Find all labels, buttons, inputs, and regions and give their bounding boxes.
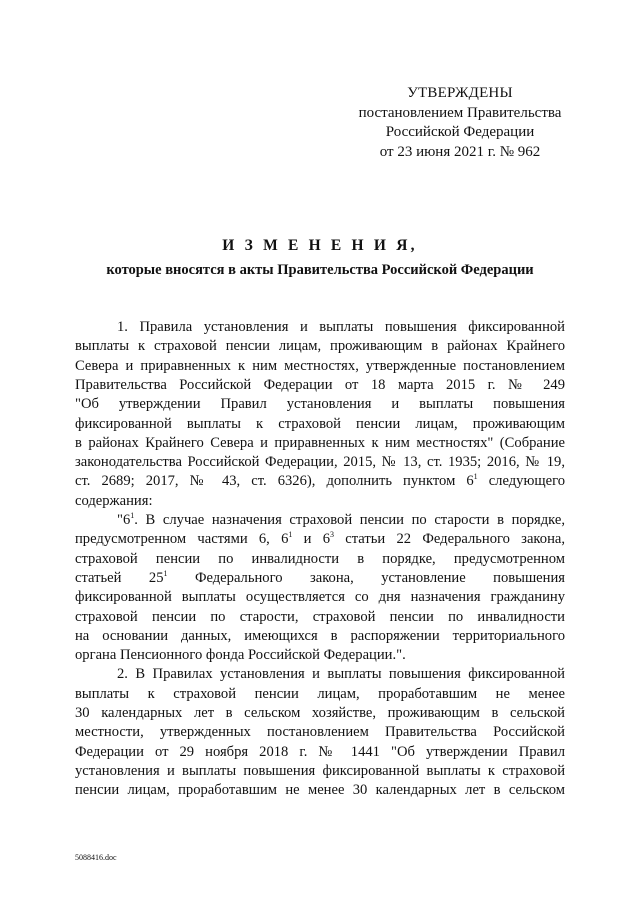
body-line (75, 646, 565, 665)
approval-line-1: постановлением Правительства (358, 104, 562, 121)
superscript: 1 (473, 472, 478, 482)
body-line (75, 608, 565, 627)
text-segment: выплаты к страховой пенсии лицам, проживающим в районах Крайнего (75, 338, 565, 355)
text-segment: Правительства Российской Федерации от 18 марта 2015 г. № 249 (75, 376, 565, 393)
body-line (75, 762, 565, 781)
text-segment: на основании данных, имеющихся в распоряжении территориального (75, 627, 565, 644)
approval-stamp (330, 84, 590, 162)
body-line (75, 685, 565, 704)
superscript: 3 (330, 530, 335, 540)
body-line (75, 415, 565, 434)
text-segment: Федерации от 29 ноября 2018 г. № 1441 "Об утверждении Правил (75, 743, 565, 760)
body-line (75, 357, 565, 376)
body-line (75, 723, 565, 742)
text-segment: "Об утверждении Правил установления и выплаты повышения (75, 396, 565, 413)
text-segment: в районах Крайнего Севера и приравненных к ним местностях" (Собрание (75, 434, 565, 451)
body-line (75, 395, 565, 414)
body-line (117, 511, 565, 530)
text-segment: законодательства Российской Федерации, 2015, № 13, ст. 1935; 2016, № 19, (75, 454, 565, 471)
text-segment: фиксированной выплаты к страховой пенсии лицам, проживающим (75, 415, 565, 432)
body-line (75, 530, 565, 549)
text-segment: 1. Правила установления и выплаты повышения фиксированной (117, 319, 565, 335)
document-title: И З М Е Н Е Н И Я, (222, 237, 418, 254)
text-segment: органа Пенсионного фонда Российской Федерации.". (75, 647, 406, 664)
text-segment: выплаты к страховой пенсии лицам, проработавшим не менее (75, 685, 565, 702)
body-line (117, 318, 565, 337)
approval-line-2: Российской Федерации (385, 124, 535, 140)
text-segment: статьи 22 Федерального закона, (334, 531, 566, 548)
text-segment: и 6 (292, 531, 331, 548)
body-line (75, 627, 565, 646)
body-line (117, 665, 565, 684)
text-segment: Федерального закона, установление повышения (167, 569, 565, 586)
body-line (75, 453, 565, 472)
body-line (75, 781, 565, 800)
superscript: 1 (163, 568, 168, 578)
text-segment: "6 (117, 512, 131, 528)
text-segment: 30 календарных лет в сельском хозяйстве, проживающим в сельской (75, 705, 565, 721)
text-segment: Севера и приравненных к ним местностях, утвержденные постановлением (75, 357, 565, 374)
text-segment: ст. 2689; 2017, № 43, ст. 6326), дополнить пунктом 6 (75, 473, 474, 490)
body-line (75, 434, 565, 453)
body-line (75, 492, 565, 511)
body-line (75, 743, 565, 762)
body-line (75, 472, 565, 491)
text-segment: следующего (477, 473, 566, 490)
body-line (75, 337, 565, 356)
body-line (75, 550, 565, 569)
approval-title: УТВЕРЖДЕНЫ (407, 85, 513, 101)
body-line (75, 588, 565, 607)
text-segment: статьей 25 (75, 569, 164, 586)
text-segment: страховой пенсии по старости, страховой пенсии по инвалидности (75, 608, 565, 625)
text-segment: фиксированной выплаты осуществляется со дня назначения гражданину (75, 589, 565, 606)
superscript: 1 (130, 511, 135, 520)
text-segment: 2. В Правилах установления и выплаты повышения фиксированной (117, 666, 565, 683)
text-segment: содержания: (75, 492, 153, 509)
document-subtitle: которые вносятся в акты Правительства Российской Федерации (106, 262, 534, 278)
text-segment: . В случае назначения страховой пенсии по старости в порядке, (134, 512, 565, 528)
body-line (75, 376, 565, 395)
text-segment: местности, утвержденных постановлением Правительства Российской (75, 724, 565, 741)
text-segment: предусмотренном частями 6, 6 (75, 531, 289, 548)
file-name-footer: 5088416.doc (75, 853, 117, 862)
superscript: 1 (288, 530, 293, 540)
approval-line-3: от 23 июня 2021 г. № 962 (379, 143, 541, 160)
text-segment: страховой пенсии по инвалидности в порядке, предусмотренном (75, 550, 565, 567)
text-segment: установления и выплаты повышения фиксированной выплаты к страховой (75, 762, 565, 779)
body-line (75, 569, 565, 588)
text-segment: пенсии лицам, проработавшим не менее 30 календарных лет в сельском (75, 782, 565, 799)
body-line (75, 704, 565, 723)
